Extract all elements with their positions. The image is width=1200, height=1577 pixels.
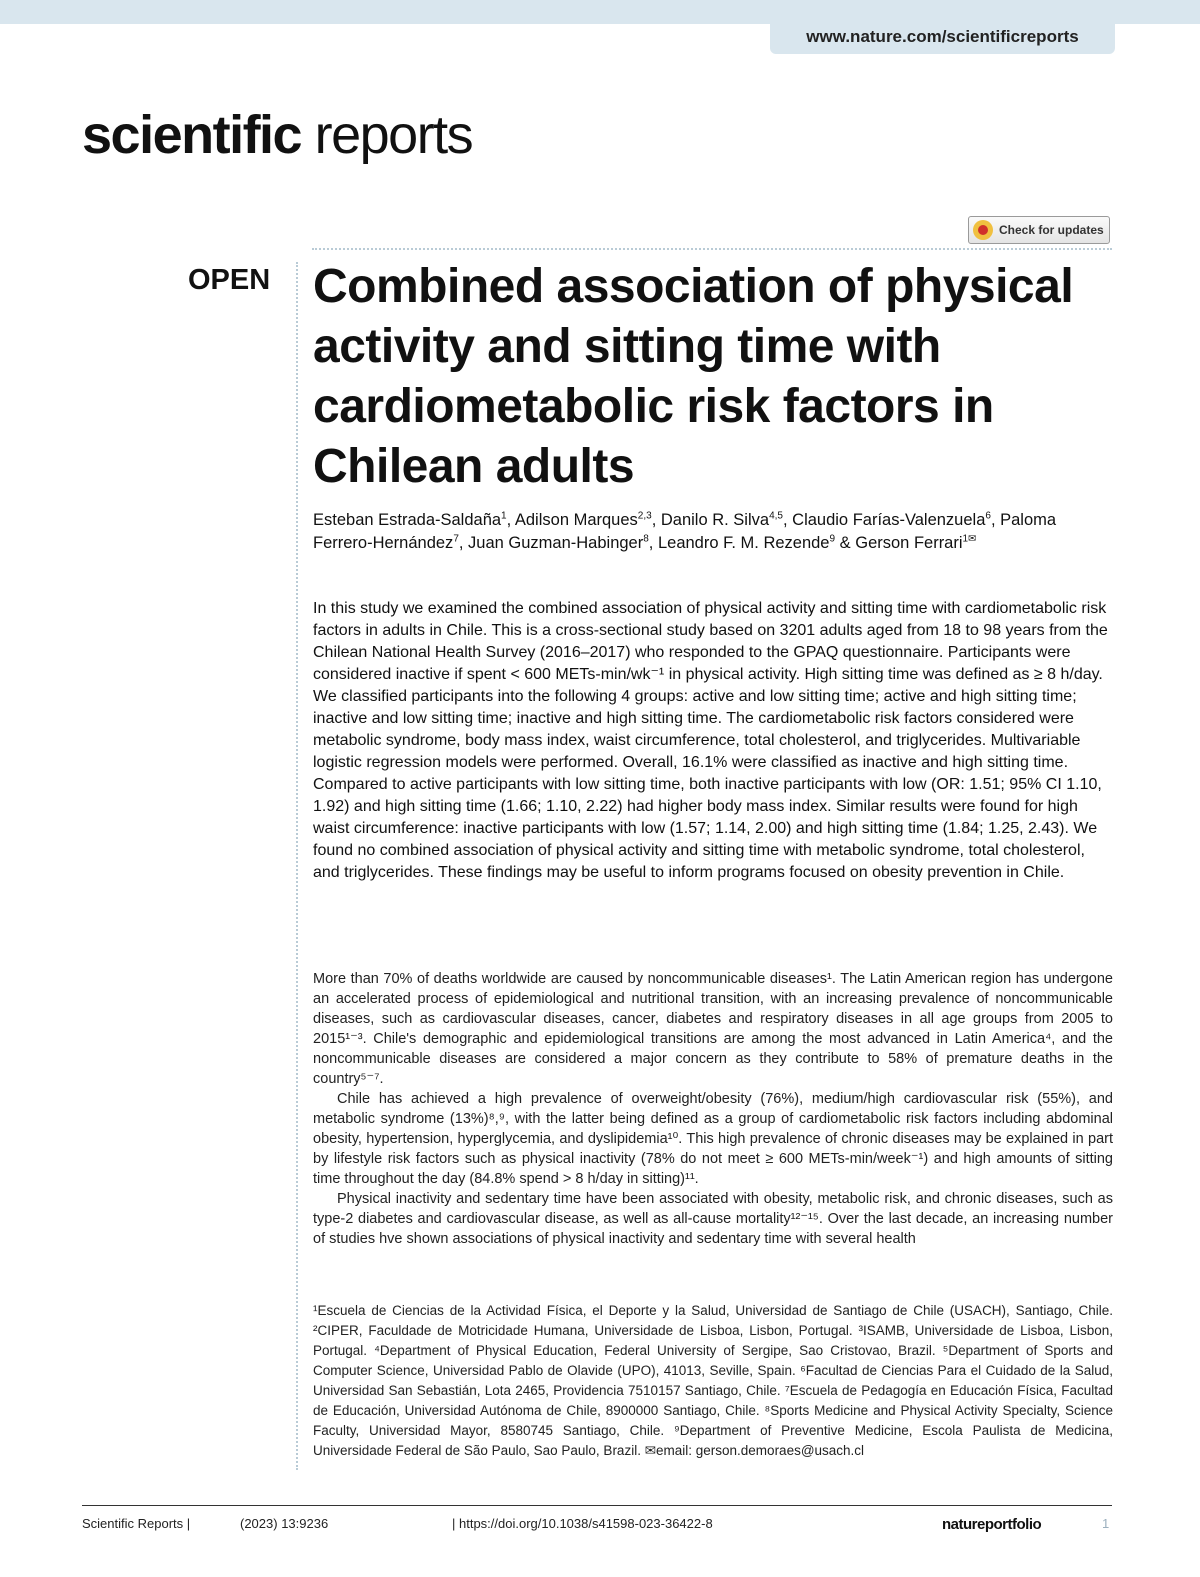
open-access-label: OPEN (188, 264, 271, 296)
journal-url-link[interactable]: www.nature.com/scientificreports (770, 22, 1115, 54)
author-name: Esteban Estrada-Saldaña (313, 511, 502, 529)
author-name: Danilo R. Silva (660, 511, 770, 529)
article-title: Combined association of physical activity and sitting time with cardiometabolic risk factors in Chilean adults (313, 260, 1074, 493)
journal-logo (82, 104, 472, 166)
author-name: Gerson Ferrari (855, 533, 963, 552)
footer-rule (82, 1505, 1112, 1506)
footer-journal: Scientific Reports | (82, 1516, 191, 1531)
author-affiliation-sup: 9 (829, 533, 836, 544)
crossmark-icon (973, 220, 993, 240)
author-affiliation-sup: 2,3 (637, 510, 652, 522)
footer-citation: (2023) 13:9236 (240, 1516, 329, 1531)
author-affiliation-sup: 7 (453, 533, 459, 544)
nature-portfolio-logo: natureportfolio (942, 1516, 1042, 1533)
dotted-divider-vertical (296, 262, 298, 1470)
check-for-updates-button[interactable] (968, 216, 1110, 244)
article-body (313, 969, 1113, 1249)
body-paragraph: More than 70% of deaths worldwide are caused by noncommunicable diseases¹. The Latin American region has undergone an accelerated process of epidemiological and nutritional transition, with an increasing prevalence of noncommunicable diseases, such as cardiovascular diseases, cancer, diabetes and respiratory diseases in all age groups from 2005 to 2015¹⁻³. Chile's demographic and epidemiological transitions are among the most advanced in Latin America⁴, and the noncommunicable diseases are considered a major concern as they contribute to 58% of premature deaths in the country⁵⁻⁷. (313, 971, 1113, 1087)
page-number: 1 (1102, 1516, 1110, 1531)
logo-bold-text: scientific (82, 105, 302, 165)
abstract: In this study we examined the combined association of physical activity and sitting time with cardiometabolic risk factors in adults in Chile. This is a cross-sectional study based on 3201 adults aged from 18 to 98 years from the Chilean National Health Survey (2016–2017) who responded to the GPAQ questionnaire. Participants were considered inactive if spent < 600 METs-min/wk⁻¹ in physical activity. High sitting time was defined as ≥ 8 h/day. We classified participants into the following 4 groups: active and low sitting time; active and high sitting time; inactive and low sitting time; inactive and high sitting time. The cardiometabolic risk factors considered were metabolic syndrome, body mass index, waist circumference, total cholesterol, and triglycerides. Multivariable logistic regression models were performed. Overall, 16.1% were classified as inactive and high sitting time. Compared to active participants with low sitting time, both inactive participants with low (OR: 1.51; 95% CI 1.10, 1.92) and high sitting time (1.66; 1.10, 2.22) had higher body mass index. Similar results were found for high waist circumference: inactive participants with low (1.57; 1.14, 2.00) and high sitting time (1.84; 1.25, 2.43). We found no combined association of physical activity and sitting time with metabolic syndrome, total cholesterol, and triglycerides. These findings may be useful to inform programs focused on obesity prevention in Chile. (313, 600, 1108, 881)
header-band (0, 0, 1200, 24)
check-updates-label: Check for updates (999, 223, 1104, 237)
body-paragraph: Physical inactivity and sedentary time have been associated with obesity, metabolic risk, and chronic diseases, such as type-2 diabetes and cardiovascular disease, as well as all-cause mortality¹²⁻¹⁵. Over the last decade, an increasing number of studies hve shown associations of physical inactivity and sedentary time with several health (313, 1191, 1113, 1247)
body-paragraph: Chile has achieved a high prevalence of overweight/obesity (76%), medium/high cardiovascular risk (55%), and metabolic syndrome (13%)⁸,⁹, with the latter being defined as a group of cardiometabolic risk factors including abdominal obesity, hypertension, hyperglycemia, and dyslipidemia¹⁰. This high prevalence of chronic diseases may be explained in part by lifestyle risk factors such as physical inactivity (78% do not meet ≥ 600 METs-min/week⁻¹) and high amounts of sitting time throughout the day (84.8% spend > 8 h/day in sitting)¹¹. (313, 1091, 1113, 1187)
affiliations: ¹Escuela de Ciencias de la Actividad Física, el Deporte y la Salud, Universidad de Santiago de Chile (USACH), Santiago, Chile. ²CIPER, Faculdade de Motricidade Humana, Universidade de Lisboa, Lisbon, Portugal. ³ISAMB, Universidade de Lisboa, Lisbon, Portugal. ⁴Department of Physical Education, Federal University of Sergipe, Sao Cristovao, Brazil. ⁵Department of Sports and Computer Science, Universidad Pablo de Olavide (UPO), 41013, Seville, Spain. ⁶Facultad de Ciencias Para el Cuidado de la Salud, Universidad San Sebastián, Lota 2465, Providencia 7510157 Santiago, Chile. ⁷Escuela de Pedagogía en Educación Física, Facultad de Educación, Universidad Autónoma de Chile, 8900000 Santiago, Chile. ⁸Sports Medicine and Physical Activity Specialty, Science Faculty, Universidad Mayor, 8580745 Santiago, Chile. ⁹Department of Preventive Medicine, Escola Paulista de Medicina, Universidade Federal de São Paulo, Sao Paulo, Brazil. ✉email: gerson.demoraes@usach.cl (313, 1303, 1113, 1458)
author-affiliation-sup: 4,5 (769, 510, 783, 522)
author-list: Esteban Estrada-Saldaña$^1$, Adilson Marques$^{2,3}$, Danilo R. Silva$^{4,5}$, Claudio Farías-Valenzuela$^6$, Paloma Ferrero-Hernández$^7$, Juan Guzman-Habinger$^8$, Leandro F. M. Rezende$^9$ & Gerson Ferrari$^{1✉}$ (313, 510, 1057, 552)
dotted-divider-horizontal (312, 248, 1112, 250)
footer-doi-link[interactable]: | https://doi.org/10.1038/s41598-023-36422-8 (452, 1516, 713, 1531)
author-affiliation-sup: 1 (501, 510, 507, 522)
author-affiliation-sup: 1✉ (962, 533, 977, 544)
author-name: Adilson Marques (514, 511, 638, 529)
author-name: Paloma Ferrero-Hernández (313, 511, 1057, 552)
author-name: Leandro F. M. Rezende (657, 533, 830, 552)
logo-regular-text: reports (314, 105, 473, 165)
author-affiliation-sup: 8 (643, 533, 649, 544)
author-affiliation-sup: 6 (985, 510, 991, 522)
author-name: Juan Guzman-Habinger (468, 533, 644, 552)
author-name: Claudio Farías-Valenzuela (792, 511, 986, 529)
